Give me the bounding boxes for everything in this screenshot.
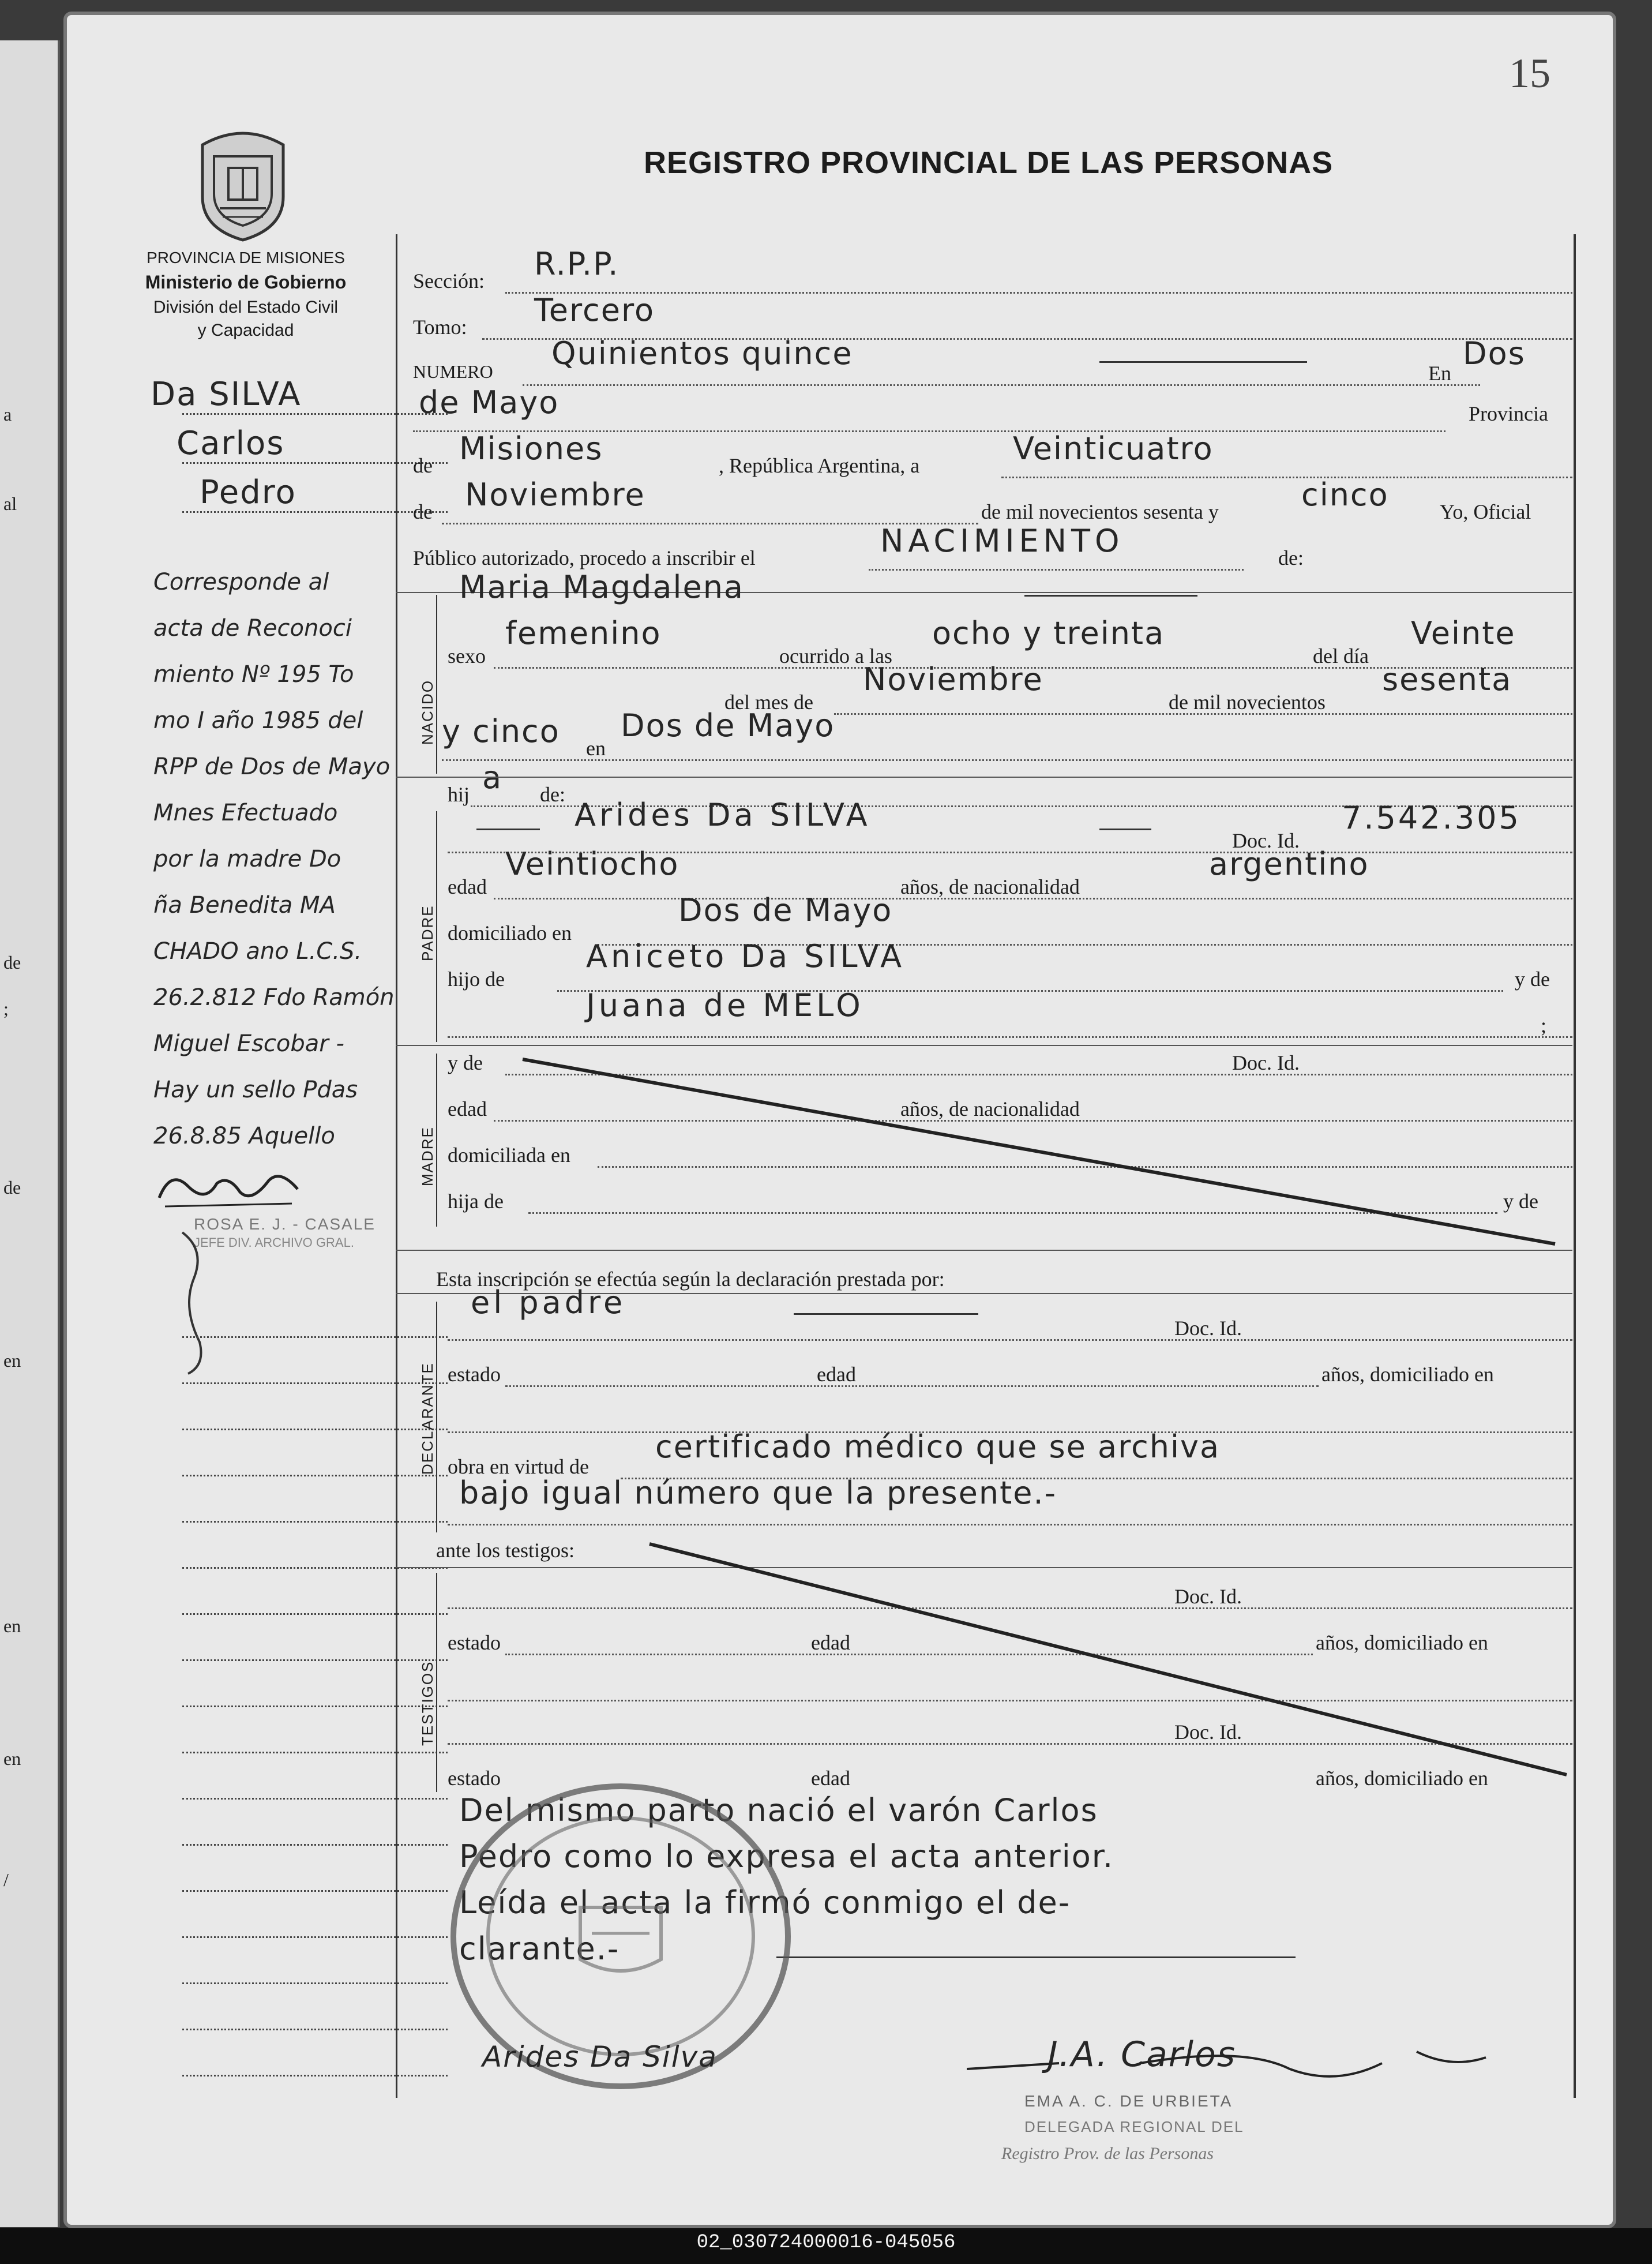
province-name: PROVINCIA DE MISIONES — [147, 249, 345, 267]
label-edad-testigo1: edad — [811, 1631, 850, 1654]
margin-rule — [182, 1844, 448, 1846]
entry-en: Dos — [1463, 335, 1526, 372]
entry-anio-suffix: cinco — [1301, 477, 1389, 513]
section-divider — [436, 1302, 437, 1532]
fill-line — [505, 292, 1572, 294]
margin-note-line: por la madre Do — [153, 846, 341, 872]
label-mil-nov: de mil novecientos — [1169, 691, 1326, 714]
label-y-de-hija: y de — [1503, 1190, 1538, 1213]
label-publico: Público autorizado, procedo a inscribir el — [413, 546, 756, 569]
entry-lugar-nac: Dos de Mayo — [621, 707, 835, 744]
entry-nota-line3: Leída el acta la firmó conmigo el de- — [459, 1884, 1071, 1921]
label-edad-declarante: edad — [817, 1363, 856, 1386]
fill-line — [448, 1524, 1572, 1525]
strikethrough-line — [517, 1054, 1567, 1250]
fill-line — [523, 384, 1480, 386]
entry-anio-nac1: sesenta — [1382, 661, 1512, 698]
entry-nota-line1: Del mismo parto nació el varón Carlos — [459, 1792, 1098, 1828]
filler-dash — [776, 1956, 1296, 1958]
ministry-name: Ministerio de Gobierno — [145, 272, 347, 293]
margin-signature-icon — [153, 1163, 303, 1215]
label-en: En — [1428, 362, 1451, 385]
page-number: 15 — [1509, 50, 1550, 96]
label-yo-oficial: Yo, Oficial — [1440, 500, 1531, 523]
margin-rule — [182, 2075, 448, 2076]
entry-padre-nombre: Arides Da SILVA — [575, 797, 871, 833]
label-de-colon: de: — [1278, 546, 1304, 569]
signature-flourish-icon — [967, 2029, 1578, 2098]
label-ante-testigos: ante los testigos: — [436, 1539, 575, 1562]
entry-abuela: Juana de MELO — [586, 987, 864, 1024]
filler-dash — [476, 829, 540, 830]
margin-rule — [182, 1613, 448, 1615]
section-separator — [396, 1045, 1572, 1046]
entry-anio-nac2: y cinco — [442, 713, 560, 749]
fill-line — [494, 898, 1572, 899]
label-sexo: sexo — [448, 644, 486, 668]
division-line1: División del Estado Civil — [153, 298, 339, 317]
margin-stamp-text: ROSA E. J. - CASALE — [194, 1215, 376, 1233]
label-anos-domiciliado-testigo1: años, domiciliado en — [1316, 1631, 1488, 1654]
margin-given-name1: Carlos — [177, 425, 285, 462]
margin-rule — [182, 2029, 448, 2030]
margin-note-line: mo I año 1985 del — [153, 707, 363, 734]
label-edad-madre: edad — [448, 1097, 487, 1120]
margin-rule — [182, 1336, 448, 1338]
label-seccion: Sección: — [413, 269, 485, 293]
margin-note-line: 26.2.812 Fdo Ramón — [153, 984, 395, 1011]
document-page — [63, 12, 1616, 2228]
label-anos-domiciliado: años, domiciliado en — [1321, 1363, 1494, 1386]
margin-rule — [182, 1475, 448, 1476]
label-obra-virtud: obra en virtud de — [448, 1455, 589, 1478]
label-provincia: Provincia — [1469, 402, 1548, 425]
stamp-line3: Registro Prov. de las Personas — [1001, 2144, 1214, 2163]
entry-declarante: el padre — [471, 1284, 626, 1321]
fill-line — [505, 1385, 1319, 1387]
section-label-declarante: DECLARANTE — [419, 1362, 436, 1475]
entry-dia-nac: Veinte — [1411, 615, 1516, 651]
label-en-lugar: en — [586, 737, 606, 760]
margin-stamp-text2: JEFE DIV. ARCHIVO GRAL. — [194, 1235, 354, 1250]
label-de-hij: de: — [540, 783, 565, 806]
margin-given-name2: Pedro — [200, 474, 296, 511]
label-del-dia: del día — [1313, 644, 1369, 668]
margin-note-line: CHADO ano L.C.S. — [153, 938, 362, 965]
label-y-de: y de — [1515, 968, 1550, 991]
entry-nota-line4: clarante.- — [459, 1931, 620, 1967]
signature-declarante: Arides Da Silva — [482, 2040, 718, 2074]
margin-note-line: acta de Reconoci — [153, 615, 352, 642]
label-de: de — [413, 454, 433, 477]
label-inscripcion: Esta inscripción se efectúa según la declaración prestada por: — [436, 1268, 945, 1291]
label-mil-nov-sesenta: de mil novecientos sesenta y — [981, 500, 1219, 523]
margin-rule — [182, 1752, 448, 1753]
margin-note-line: Hay un sello Pdas — [153, 1077, 358, 1103]
margin-rule — [182, 1382, 448, 1384]
margin-note-line: miento Nº 195 To — [153, 661, 354, 688]
margin-rule — [182, 1982, 448, 1984]
margin-rule — [182, 1659, 448, 1661]
stamp-line2: DELEGADA REGIONAL DEL — [1024, 2118, 1244, 2135]
margin-rule — [182, 1798, 448, 1800]
margin-rule — [182, 1936, 448, 1938]
left-page-fragment: en — [3, 1350, 21, 1371]
left-page-fragment: de — [3, 952, 21, 973]
margin-note-line: Mnes Efectuado — [153, 800, 338, 826]
label-doc-id-madre: Doc. Id. — [1232, 1051, 1300, 1074]
signature-oficial: J.A. Carlos — [1047, 2034, 1237, 2075]
filler-dash — [1099, 361, 1307, 363]
label-numero: NUMERO — [413, 361, 493, 382]
frame-vertical-line — [396, 234, 397, 2098]
entry-padre-nac: argentino — [1209, 846, 1369, 882]
left-page-edge — [0, 40, 60, 2227]
margin-rule — [182, 1521, 448, 1523]
fill-line — [1001, 477, 1572, 478]
label-republica: , República Argentina, a — [719, 454, 920, 477]
label-edad-testigo2: edad — [811, 1767, 850, 1790]
margin-note-line: RPP de Dos de Mayo — [153, 754, 391, 780]
entry-nota-line2: Pedro como lo expresa el acta anterior. — [459, 1838, 1114, 1875]
left-page-fragment: a — [3, 404, 12, 425]
label-ocurrido: ocurrido a las — [779, 644, 892, 668]
semicolon: ; — [1541, 1014, 1547, 1037]
margin-note-line: ña Benedita MA — [153, 892, 336, 919]
label-estado-testigo2: estado — [448, 1767, 501, 1790]
margin-note-line: 26.8.85 Aquello — [153, 1123, 335, 1149]
section-label-padre: PADRE — [419, 905, 436, 961]
filler-dash — [1024, 595, 1197, 597]
margin-note-line: Miguel Escobar - — [153, 1030, 344, 1057]
margin-rule — [182, 1429, 448, 1430]
stamp-line1: EMA A. C. DE URBIETA — [1024, 2092, 1233, 2110]
section-label-madre: MADRE — [419, 1126, 436, 1186]
entry-padre-domicilio: Dos de Mayo — [678, 892, 893, 928]
strikethrough-line — [644, 1538, 1578, 1781]
margin-rule — [182, 462, 448, 464]
entry-hij-suffix: a — [482, 759, 503, 796]
entry-abuelo: Aniceto Da SILVA — [586, 938, 906, 974]
entry-mes-inscripcion: Noviembre — [465, 477, 645, 513]
entry-tomo: Tercero — [534, 292, 655, 328]
fill-line — [869, 569, 1244, 571]
entry-nombre: Maria Magdalena — [459, 569, 745, 605]
label-edad: edad — [448, 875, 487, 898]
label-domiciliado-en: domiciliado en — [448, 921, 572, 944]
entry-place-line2: de Mayo — [419, 384, 560, 421]
label-doc-id: Doc. Id. — [1232, 829, 1300, 852]
entry-mes-nac: Noviembre — [863, 661, 1043, 698]
margin-rule — [182, 1890, 448, 1892]
entry-sexo: femenino — [505, 615, 662, 651]
entry-provincia: Misiones — [459, 430, 603, 467]
label-hija-de: hija de — [448, 1190, 504, 1213]
entry-padre-doc: 7.542.305 — [1342, 800, 1521, 836]
section-divider — [436, 595, 437, 774]
section-separator — [396, 1250, 1572, 1251]
entry-seccion: R.P.P. — [534, 246, 620, 282]
section-label-testigos: TESTIGOS — [419, 1660, 436, 1746]
left-page-fragment: ; — [3, 998, 9, 1019]
label-doc-id-declarante: Doc. Id. — [1174, 1317, 1242, 1340]
margin-note-line: Corresponde al — [153, 569, 329, 595]
filler-dash — [1099, 829, 1151, 830]
margin-rule — [182, 1706, 448, 1707]
entry-virtud-linea2: bajo igual número que la presente.- — [459, 1475, 1057, 1511]
label-del-mes: del mes de — [724, 691, 813, 714]
entry-virtud-linea1: certificado médico que se archiva — [655, 1429, 1221, 1465]
entry-acto: NACIMIENTO — [880, 523, 1124, 559]
frame-right-line — [1574, 234, 1576, 2098]
left-page-fragment: / — [3, 1869, 9, 1890]
label-de-mes: de — [413, 500, 433, 523]
entry-numero: Quinientos quince — [551, 335, 853, 372]
left-page-fragment: de — [3, 1177, 21, 1198]
margin-surname: Da SILVA — [151, 376, 302, 413]
fill-line — [448, 1339, 1572, 1341]
footer-image-id: 02_030724000016-045056 — [696, 2232, 956, 2254]
fill-line — [448, 1036, 1572, 1038]
label-hij: hij — [448, 783, 470, 806]
section-divider — [436, 1054, 437, 1227]
province-coat-of-arms — [197, 128, 289, 243]
label-domiciliada-en: domiciliada en — [448, 1144, 570, 1167]
section-label-nacido: NACIDO — [419, 679, 436, 745]
fill-line — [834, 713, 1572, 715]
margin-rule — [182, 413, 448, 415]
label-hijo-de: hijo de — [448, 968, 505, 991]
entry-dia-inscripcion: Veinticuatro — [1013, 430, 1214, 467]
label-estado: estado — [448, 1363, 501, 1386]
left-page-fragment: en — [3, 1748, 21, 1769]
label-doc-id-testigo1: Doc. Id. — [1174, 1585, 1242, 1608]
margin-flourish-icon — [148, 1227, 234, 1377]
margin-rule — [182, 511, 448, 513]
section-separator — [396, 777, 1572, 778]
section-divider — [436, 1573, 437, 1792]
label-estado-testigo1: estado — [448, 1631, 501, 1654]
document-title: REGISTRO PROVINCIAL DE LAS PERSONAS — [644, 145, 1334, 180]
division-line2: y Capacidad — [197, 321, 294, 340]
label-doc-id-testigo2: Doc. Id. — [1174, 1721, 1242, 1744]
filler-dash — [794, 1313, 978, 1315]
label-anos-nac: años, de nacionalidad — [900, 875, 1080, 898]
entry-hora: ocho y treinta — [932, 615, 1165, 651]
label-tomo: Tomo: — [413, 316, 467, 339]
left-page-fragment: al — [3, 493, 17, 514]
left-page-fragment: en — [3, 1615, 21, 1636]
label-anos-nac-madre: años, de nacionalidad — [900, 1097, 1080, 1120]
label-anos-domiciliado-testigo2: años, domiciliado en — [1316, 1767, 1488, 1790]
entry-padre-edad: Veintiocho — [505, 846, 679, 882]
label-y-de-madre: y de — [448, 1051, 483, 1074]
section-divider — [436, 811, 437, 1042]
fill-line — [442, 759, 1572, 761]
